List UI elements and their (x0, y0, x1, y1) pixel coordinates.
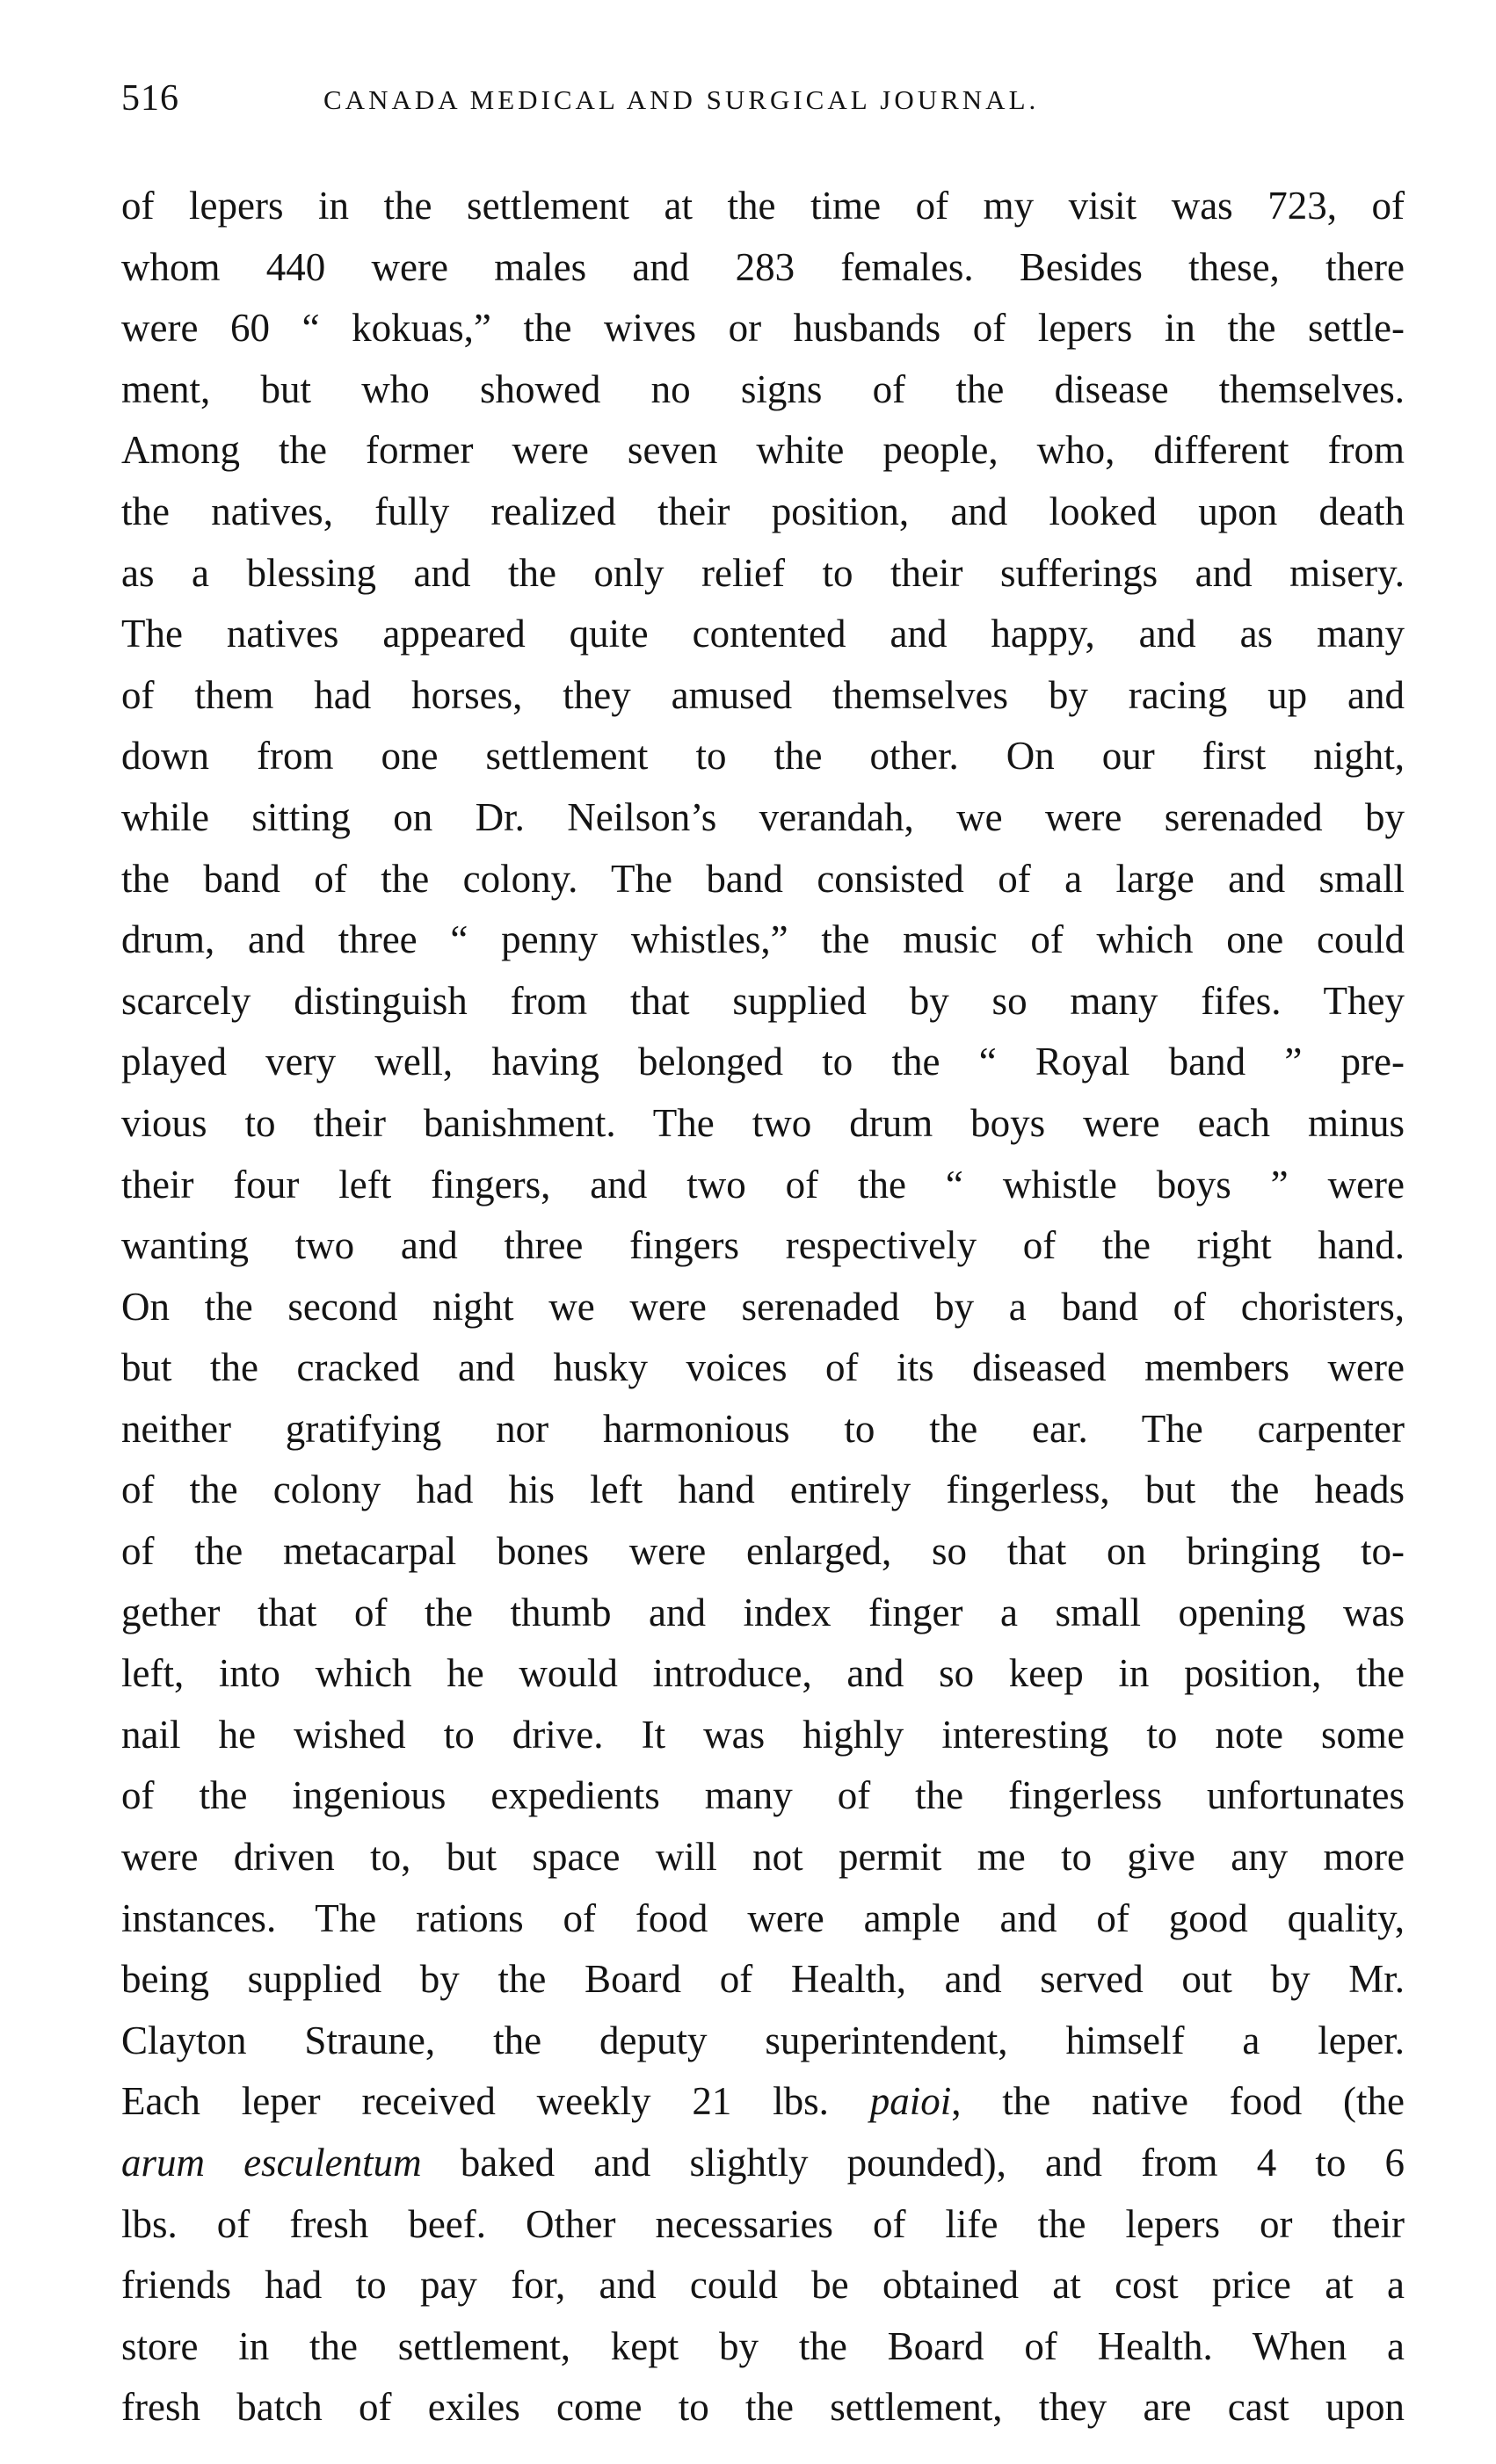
text-line: The natives appeared quite contented and happy, and as many (121, 612, 1405, 656)
line-text-after: , the native food (the (951, 2079, 1405, 2124)
line-text-after: baked and slightly pounded), and from 4 to 6 (421, 2141, 1405, 2185)
text-line: down from one settlement to the other. On our first night, (121, 734, 1405, 779)
text-line: whom 440 were males and 283 females. Besides these, there (121, 244, 1405, 289)
text-line: ment, but who showed no signs of the disease themselves. (121, 366, 1405, 411)
text-line: lbs. of fresh beef. Other necessaries of life the lepers or their (121, 2201, 1405, 2246)
italic-term: paioi (869, 2079, 952, 2124)
text-line: the band of the colony. The band consisted of a large and small (121, 856, 1405, 901)
text-line: Clayton Straune, the deputy superintendent, himself a leper. (121, 2018, 1405, 2062)
text-line: left, into which he would introduce, and so keep in position, the (121, 1651, 1405, 1696)
body-paragraph (121, 176, 1405, 2439)
journal-title: CANADA MEDICAL AND SURGICAL JOURNAL. (323, 84, 1040, 115)
text-line: of them had horses, they amused themselves by racing up and (121, 672, 1405, 717)
text-line: of lepers in the settlement at the time of my visit was 723, of (121, 184, 1405, 228)
text-line: of the ingenious expedients many of the fingerless unfortunates (121, 1773, 1405, 1818)
text-line: friends had to pay for, and could be obtained at cost price at a (121, 2263, 1405, 2308)
text-line: gether that of the thumb and index finger a small opening was (121, 1590, 1405, 1634)
text-line: being supplied by the Board of Health, and served out by Mr. (121, 1957, 1405, 2002)
text-line: were 60 “ kokuas,” the wives or husbands of lepers in the settle- (121, 306, 1405, 351)
text-line: fresh batch of exiles come to the settlement, they are cast upon (121, 2385, 1405, 2430)
text-line: while sitting on Dr. Neilson’s verandah, we were serenaded by (121, 794, 1405, 839)
running-head (121, 77, 1405, 130)
text-line: but the cracked and husky voices of its diseased members were (121, 1345, 1405, 1390)
text-line: were driven to, but space will not permit me to give any more (121, 1835, 1405, 1880)
text-line: scarcely distinguish from that supplied by so many fifes. They (121, 978, 1405, 1023)
text-line-with-italic (121, 2133, 1405, 2194)
text-line: Among the former were seven white people, who, different from (121, 428, 1405, 473)
italic-term: arum esculentum (121, 2141, 422, 2185)
text-line: as a blessing and the only relief to their sufferings and misery. (121, 550, 1405, 595)
page-number: 516 (121, 78, 179, 119)
text-line: store in the settlement, kept by the Board of Health. When a (121, 2323, 1405, 2368)
text-line: wanting two and three fingers respectively of the right hand. (121, 1223, 1405, 1268)
text-line-with-italic (121, 2071, 1405, 2133)
text-line: of the metacarpal bones were enlarged, so that on bringing to- (121, 1529, 1405, 1574)
line-text-before: Each leper received weekly 21 lbs. (121, 2079, 870, 2124)
text-line: instances. The rations of food were ample and of good quality, (121, 1895, 1405, 1940)
text-line: the natives, fully realized their position, and looked upon death (121, 489, 1405, 533)
text-line: their four left fingers, and two of the “ whistle boys ” were (121, 1162, 1405, 1207)
text-line: nail he wished to drive. It was highly interesting to note some (121, 1712, 1405, 1757)
text-line: neither gratifying nor harmonious to the ear. The carpenter (121, 1406, 1405, 1451)
text-line: On the second night we were serenaded by a band of choristers, (121, 1284, 1405, 1329)
text-line: of the colony had his left hand entirely fingerless, but the heads (121, 1468, 1405, 1512)
text-line: drum, and three “ penny whistles,” the music of which one could (121, 917, 1405, 962)
text-line: played very well, having belonged to the “ Royal band ” pre- (121, 1040, 1405, 1084)
text-line: vious to their banishment. The two drum boys were each minus (121, 1100, 1405, 1145)
